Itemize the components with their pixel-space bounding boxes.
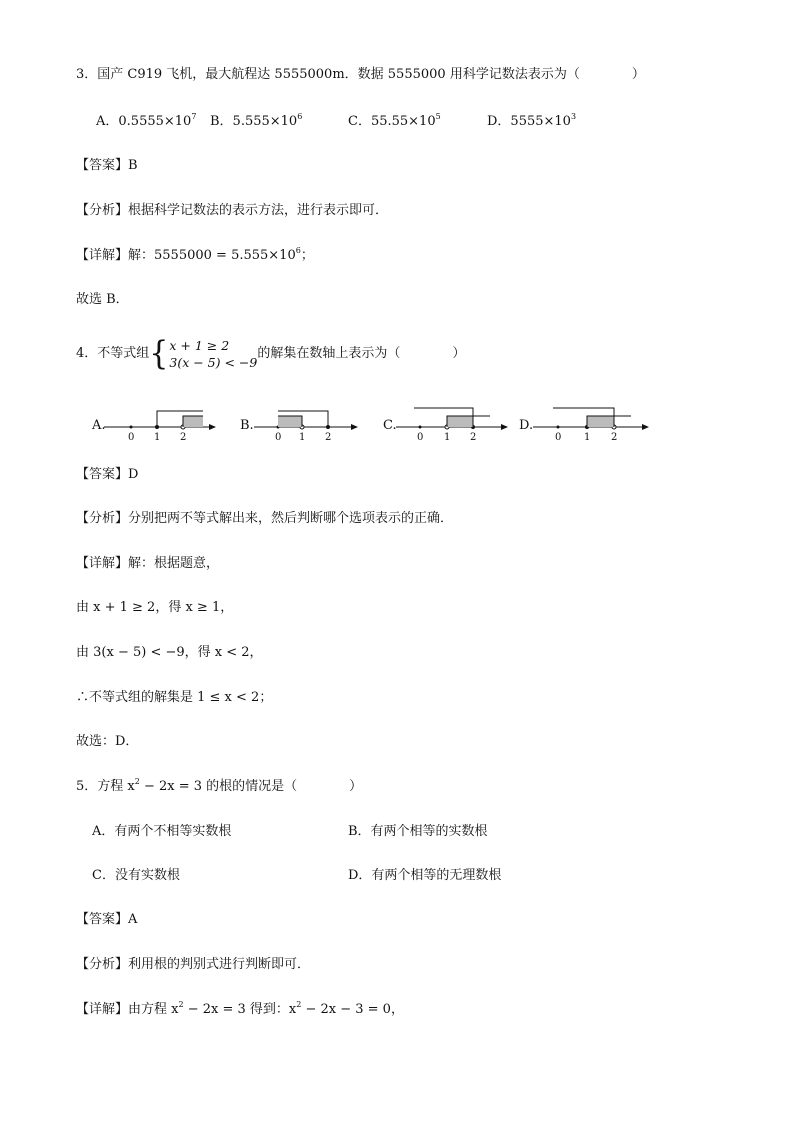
- q5-stem: 5．方程 $x^2 - 2x = 3$ 的根的情况是（ ）: [76, 777, 363, 794]
- tick-1: 1: [154, 432, 161, 443]
- q4-option-a-label: A.: [92, 418, 106, 433]
- q4-option-c-label: C.: [383, 418, 397, 433]
- q4-option-d-label: D.: [519, 418, 534, 433]
- q4-step-3: ∴不等式组的解集是 1 ≤ x < 2；: [76, 690, 273, 705]
- tick-2: 2: [325, 432, 332, 443]
- q3-option-c: C．$55.55\times 10^5$: [348, 112, 441, 129]
- q5-option-b: B．有两个相等的实数根: [348, 824, 488, 839]
- tick-0: 0: [275, 432, 282, 443]
- q3-stem-text: 3．国产 C919 飞机，最大航程达 5555000m．数据 5555000 用科学记数法表示为（ ）: [76, 67, 645, 82]
- q4-conclusion: 故选：D．: [76, 734, 139, 749]
- tick-0: 0: [417, 432, 424, 443]
- q4-step-1: 由 x + 1 ≥ 2，得 x ≥ 1，: [76, 600, 234, 615]
- tick-2: 2: [470, 432, 477, 443]
- q4-option-b-numberline: [254, 404, 364, 444]
- q4-option-c-numberline: [396, 404, 514, 444]
- tick-2: 2: [611, 432, 618, 443]
- q3-option-a: A．$0.5555\times 10^7$: [96, 112, 197, 129]
- inequality-system: x + 1 ≥ 2 3(x − 5) < −9: [169, 337, 258, 370]
- tick-1: 1: [299, 432, 306, 443]
- tick-1: 1: [444, 432, 451, 443]
- q3-option-b: B．$5.555\times 10^6$: [210, 112, 303, 129]
- q4-stem: 4．不等式组{x + 1 ≥ 2 3(x − 5) < −9的解集在数轴上表示为（ ）: [76, 333, 466, 373]
- q3-analysis: 【分析】根据科学记数法的表示方法，进行表示即可．: [76, 203, 389, 218]
- tick-2: 2: [180, 432, 187, 443]
- q3-option-d: D．$5555\times 10^3$: [487, 112, 577, 129]
- q4-option-b-label: B.: [240, 418, 254, 433]
- q5-detail: 【详解】由方程 $x^2 - 2x = 3$ 得到：$x^2 - 2x - 3 = 0$，: [76, 1000, 404, 1017]
- q3-answer: 【答案】B: [76, 158, 138, 173]
- q4-option-a-numberline: [104, 404, 220, 444]
- q4-analysis: 【分析】分别把两不等式解出来，然后判断哪个选项表示的正确．: [76, 511, 454, 526]
- q3-detail: 【详解】解：$5555000 = 5.555\times 10^6$；: [76, 246, 314, 263]
- tick-0: 0: [555, 432, 562, 443]
- system-brace: {: [149, 333, 169, 373]
- q4-step-2: 由 3(x − 5) < −9，得 x < 2，: [76, 645, 263, 660]
- q5-option-c: C．没有实数根: [92, 868, 180, 883]
- q4-answer: 【答案】D: [76, 467, 139, 482]
- q5-analysis: 【分析】利用根的判别式进行判断即可．: [76, 957, 311, 972]
- q4-option-d-numberline: [533, 404, 655, 444]
- q5-option-d: D．有两个相等的无理数根: [348, 868, 502, 883]
- q5-answer: 【答案】A: [76, 912, 138, 927]
- q4-detail: 【详解】解：根据题意，: [76, 556, 220, 571]
- q3-conclusion: 故选 B．: [76, 292, 129, 307]
- tick-0: 0: [128, 432, 135, 443]
- q3-stem: [76, 66, 645, 84]
- tick-1: 1: [584, 432, 591, 443]
- q5-option-a: A．有两个不相等实数根: [92, 824, 232, 839]
